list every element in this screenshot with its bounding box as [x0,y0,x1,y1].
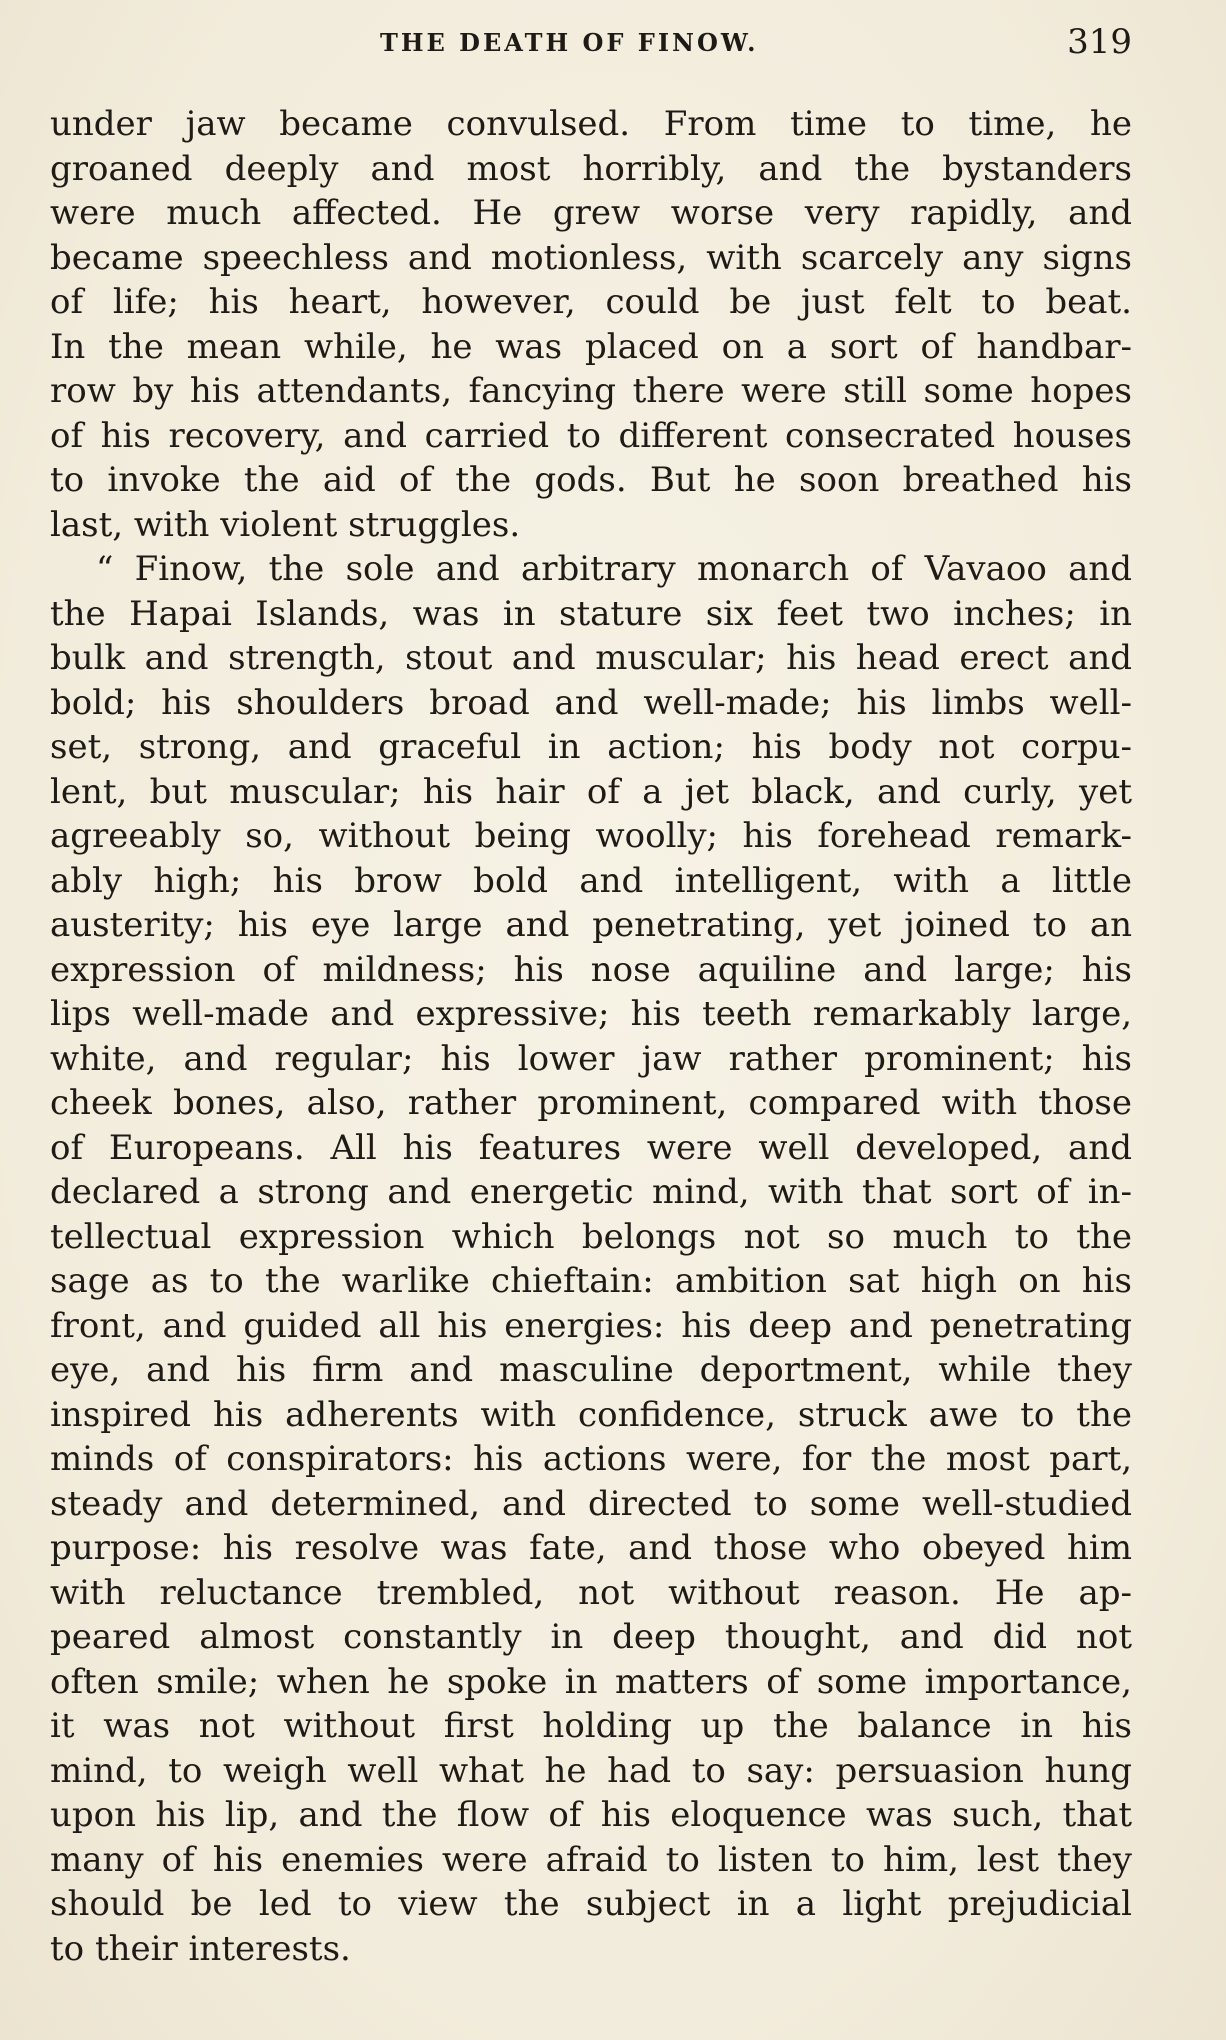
running-title: THE DEATH OF FINOW. [380,28,759,57]
text-line: ably high; his brow bold and intelligent, with a little [50,860,1132,901]
text-line: In the mean while, he was placed on a sort of handbar- [50,326,1132,367]
text-line: expression of mildness; his nose aquiline and large; his [50,949,1132,990]
text-line: lent, but muscular; his hair of a jet black, and curly, yet [50,771,1132,812]
text-line: minds of conspirators: his actions were, for the most part, [50,1439,1132,1479]
text-line: tellectual expression which belongs not so much to the [50,1216,1132,1257]
text-line: row by his attendants, fancying there were still some hopes [50,371,1132,411]
text-line: “ Finow, the sole and arbitrary monarch of Vavaoo and [96,549,1132,589]
text-line: cheek bones, also, rather prominent, compared with those [50,1083,1132,1123]
text-line: should be led to view the subject in a light prejudicial [50,1884,1132,1924]
text-line: agreeably so, without being woolly; his forehead remark- [50,816,1132,856]
text-line: of his recovery, and carried to different consecrated houses [50,415,1132,456]
text-line: front, and guided all his energies: his deep and penetrating [50,1305,1132,1346]
text-line: became speechless and motionless, with scarcely any signs [50,237,1132,278]
text-line: to invoke the aid of the gods. But he soon breathed his [50,460,1132,500]
text-line: sage as to the warlike chieftain: ambition sat high on his [50,1261,1132,1301]
text-line: many of his enemies were afraid to listen to him, lest they [50,1839,1132,1880]
text-line: under jaw became convulsed. From time to time, he [50,104,1132,144]
running-head [50,22,1132,62]
text-line: steady and determined, and directed to some well-studied [50,1483,1132,1524]
text-line: set, strong, and graceful in action; his body not corpu- [50,727,1132,767]
text-line: bulk and strength, stout and muscular; his head erect and [50,638,1132,678]
text-line: austerity; his eye large and penetrating, yet joined to an [50,905,1132,945]
text-line: last, with violent struggles. [50,504,521,545]
page-number: 319 [1067,22,1132,62]
body-text [50,102,1132,1971]
text-line: bold; his shoulders broad and well-made; his limbs well- [50,682,1132,723]
text-line: with reluctance trembled, not without reason. He ap- [50,1572,1132,1613]
text-line: white, and regular; his lower jaw rather prominent; his [50,1038,1132,1079]
text-line: upon his lip, and the flow of his eloquence was such, that [50,1795,1132,1835]
text-line: it was not without first holding up the balance in his [50,1706,1132,1746]
text-line: inspired his adherents with confidence, struck awe to the [50,1394,1132,1435]
text-line: eye, and his firm and masculine deportment, while they [50,1350,1132,1390]
text-line: declared a strong and energetic mind, with that sort of in- [50,1172,1132,1212]
text-line: to their interests. [50,1928,351,1969]
text-line: of Europeans. All his features were well developed, and [50,1127,1132,1168]
text-line: of life; his heart, however, could be just felt to beat. [50,282,1132,322]
text-line: mind, to weigh well what he had to say: persuasion hung [50,1750,1132,1791]
text-line: purpose: his resolve was fate, and those who obeyed him [50,1528,1132,1568]
text-line: peared almost constantly in deep thought, and did not [50,1617,1132,1657]
text-line: often smile; when he spoke in matters of some importance, [50,1661,1132,1702]
text-line: were much affected. He grew worse very rapidly, and [50,193,1132,233]
text-line: the Hapai Islands, was in stature six feet two inches; in [50,593,1132,634]
text-line: groaned deeply and most horribly, and the bystanders [50,148,1132,189]
text-line: lips well-made and expressive; his teeth remarkably large, [50,994,1132,1034]
